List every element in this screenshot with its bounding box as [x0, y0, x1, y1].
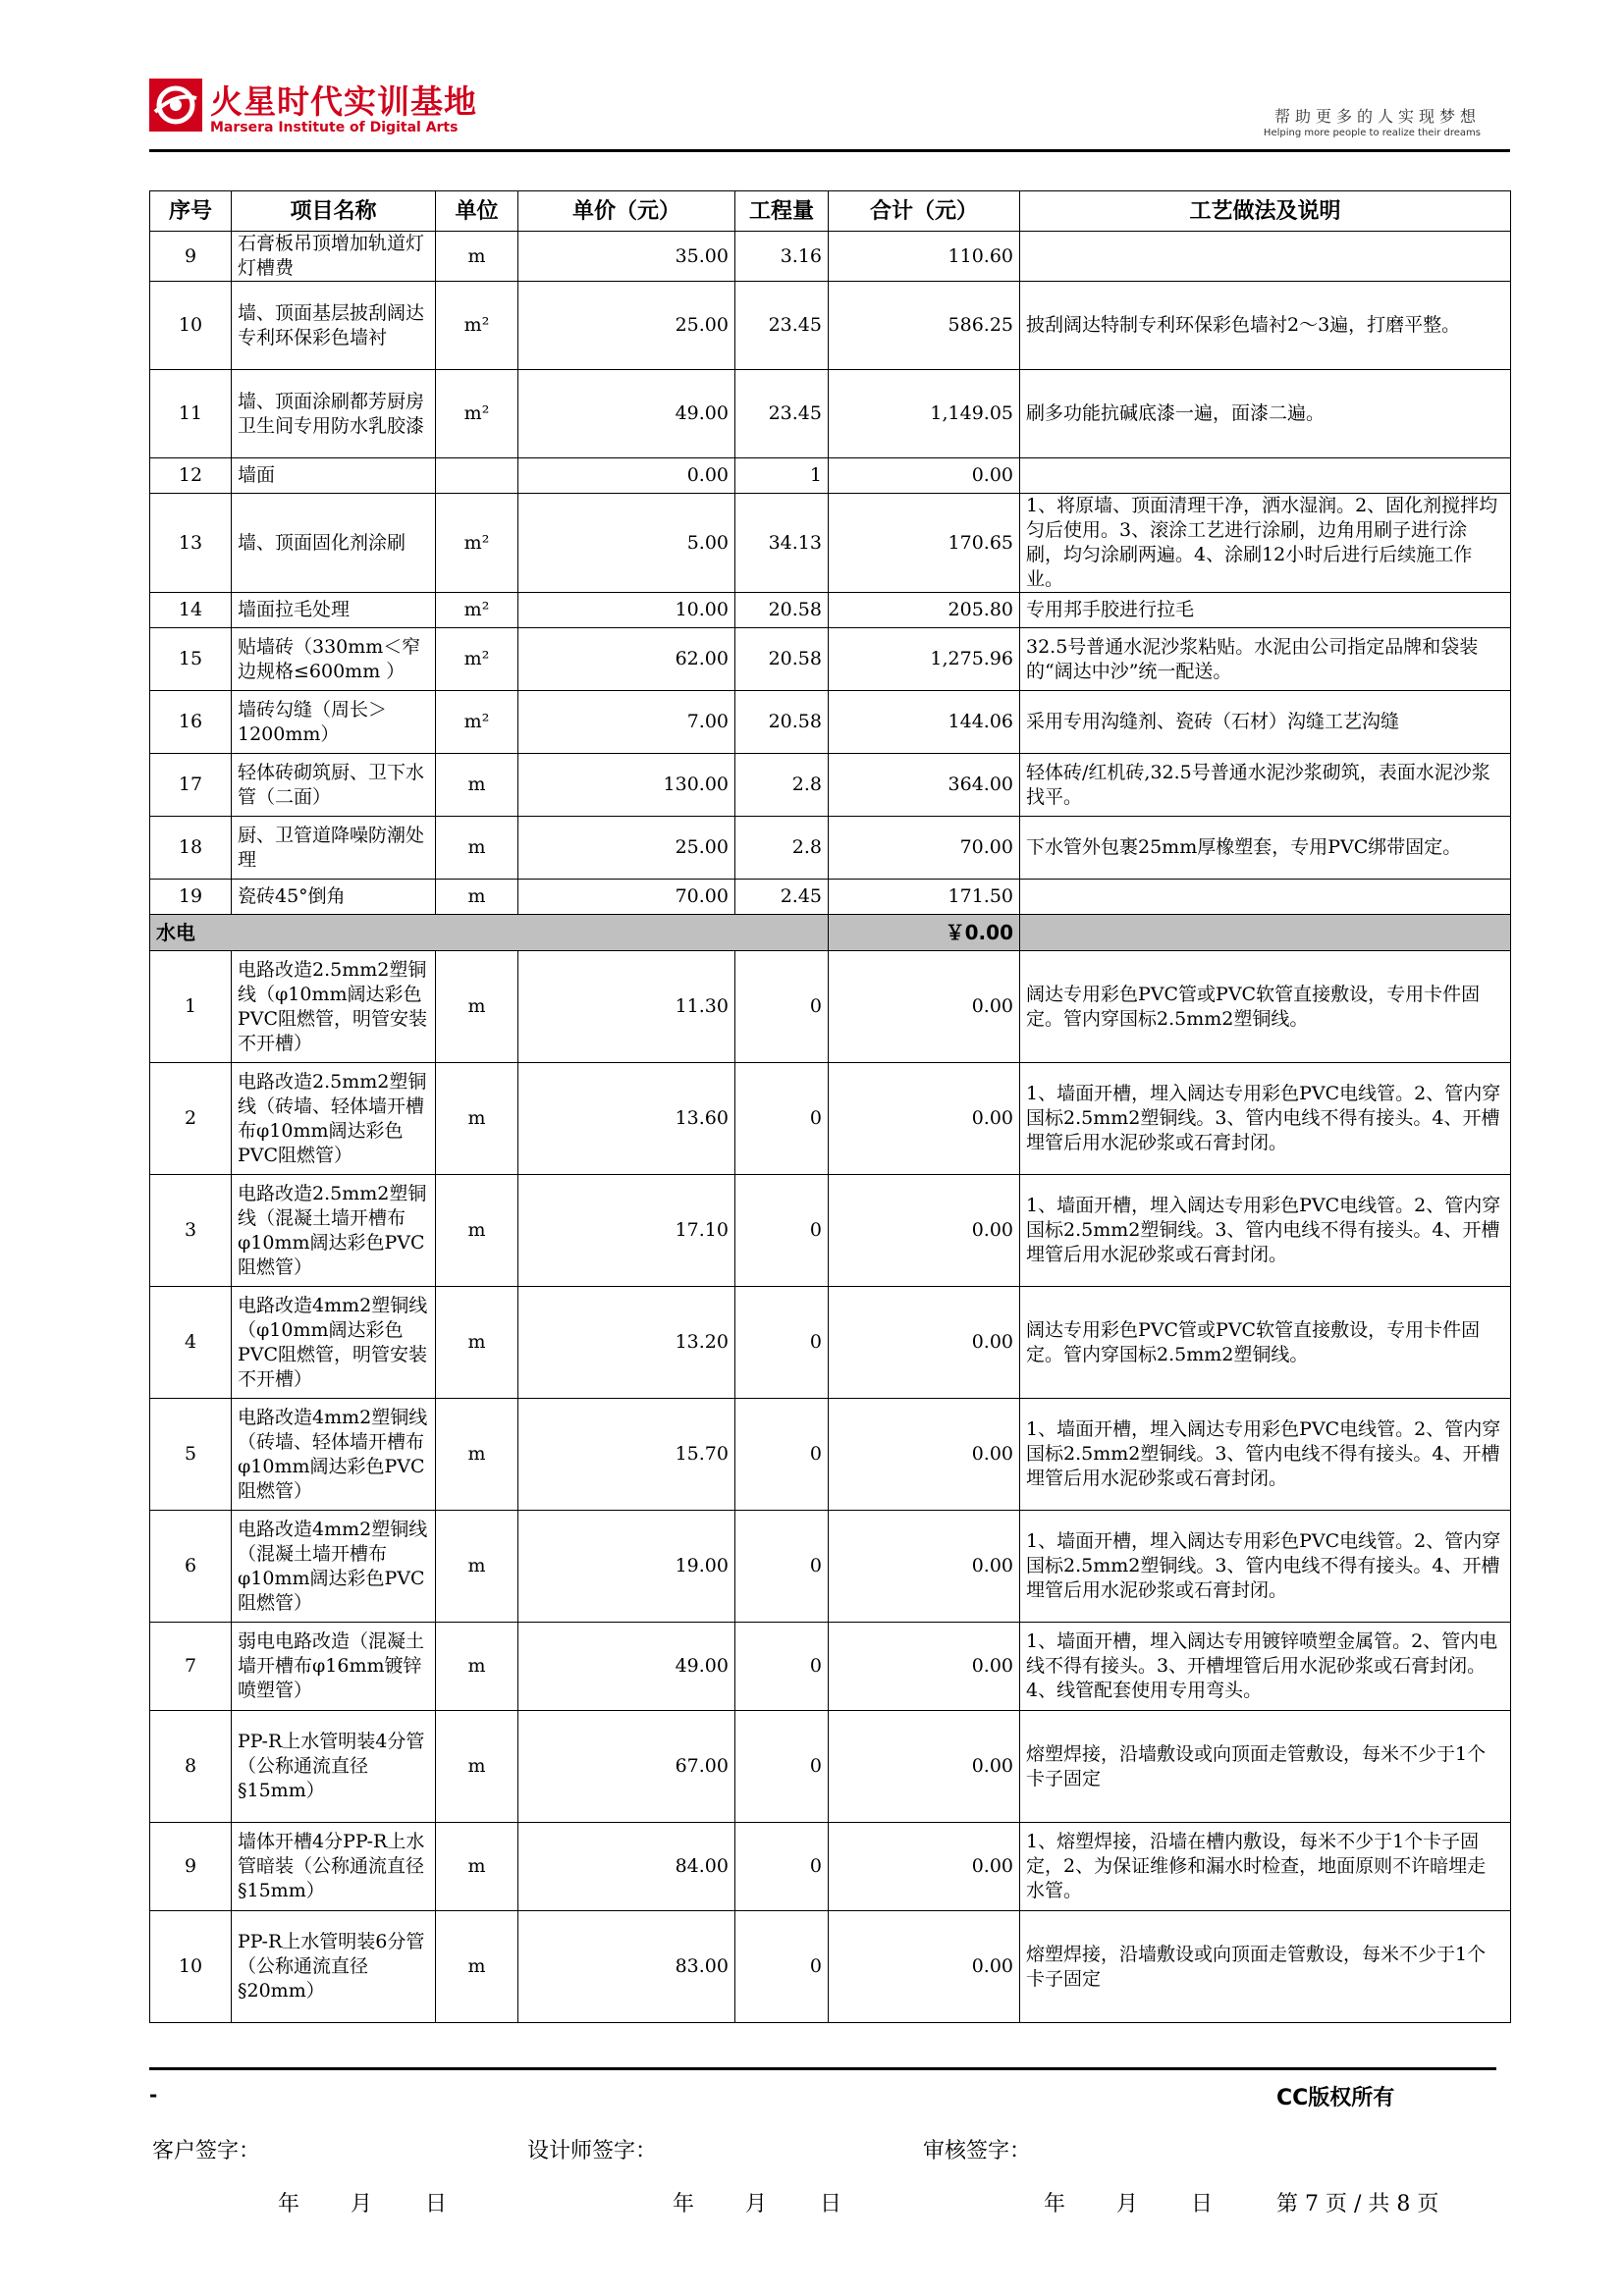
cell-item-name: PP-R上水管明装6分管（公称通流直径§20mm） [232, 1911, 436, 2023]
cell-unit: m² [436, 370, 518, 458]
cell-no: 11 [150, 370, 232, 458]
cell-unit: m [436, 1711, 518, 1823]
cell-no: 10 [150, 282, 232, 370]
col-header-no: 序号 [150, 191, 232, 232]
review-date-year: 年 [1044, 2192, 1066, 2216]
cell-total: 364.00 [829, 754, 1020, 817]
footer-divider [149, 2067, 1496, 2070]
cell-item-name: 贴墙砖（330mm＜窄边规格≤600mm ） [232, 628, 436, 691]
cell-unit: m² [436, 593, 518, 628]
logo-title-en: Marsera Institute of Digital Arts [210, 120, 459, 135]
cell-unit-price: 15.70 [518, 1399, 735, 1511]
cell-total: 0.00 [829, 1711, 1020, 1823]
cell-note: 1、将原墙、顶面清理干净，洒水湿润。2、固化剂搅拌均匀后使用。3、滚涂工艺进行涂刷，边角用刷子进行涂刷，均匀涂刷两遍。4、涂刷12小时后进行后续施工作业。 [1020, 494, 1511, 593]
cell-no: 1 [150, 951, 232, 1063]
cell-unit-price: 25.00 [518, 817, 735, 880]
cell-note: 刷多功能抗碱底漆一遍，面漆二遍。 [1020, 370, 1511, 458]
cell-unit: m [436, 1911, 518, 2023]
cell-unit-price: 70.00 [518, 880, 735, 915]
table-row [150, 1823, 1511, 1911]
table-row [150, 370, 1511, 458]
cell-item-name: 电路改造4mm2塑铜线（混凝土墙开槽布φ10mm阔达彩色PVC阻燃管） [232, 1511, 436, 1623]
footer-dash: - [149, 2083, 158, 2107]
cell-item-name: 瓷砖45°倒角 [232, 880, 436, 915]
table-row [150, 1063, 1511, 1175]
designer-signature-label: 设计师签字： [527, 2139, 658, 2163]
table-row [150, 1511, 1511, 1623]
cell-unit-price: 62.00 [518, 628, 735, 691]
cell-no: 9 [150, 1823, 232, 1911]
cell-total: 0.00 [829, 1287, 1020, 1399]
table-row [150, 593, 1511, 628]
cell-unit-price: 83.00 [518, 1911, 735, 2023]
cell-note: 披刮阔达特制专利环保彩色墙衬2～3遍，打磨平整。 [1020, 282, 1511, 370]
cell-unit-price: 84.00 [518, 1823, 735, 1911]
cell-total: 0.00 [829, 458, 1020, 494]
cell-no: 6 [150, 1511, 232, 1623]
marsera-logo-icon [149, 79, 202, 132]
cell-quantity: 2.45 [735, 880, 829, 915]
cell-quantity: 3.16 [735, 232, 829, 282]
cell-quantity: 0 [735, 1823, 829, 1911]
cell-note: 专用邦手胶进行拉毛 [1020, 593, 1511, 628]
cell-note: 32.5号普通水泥沙浆粘贴。水泥由公司指定品牌和袋装的“阔达中沙”统一配送。 [1020, 628, 1511, 691]
cell-item-name: 轻体砖砌筑厨、卫下水管（二面） [232, 754, 436, 817]
cell-unit-price: 49.00 [518, 1623, 735, 1711]
cell-quantity: 2.8 [735, 817, 829, 880]
cell-item-name: 墙面拉毛处理 [232, 593, 436, 628]
cell-unit-price: 130.00 [518, 754, 735, 817]
cell-quantity: 0 [735, 1711, 829, 1823]
table-row [150, 691, 1511, 754]
cell-note: 轻体砖/红机砖,32.5号普通水泥沙浆砌筑，表面水泥沙浆找平。 [1020, 754, 1511, 817]
cell-note: 1、墙面开槽，埋入阔达专用彩色PVC电线管。2、管内穿国标2.5mm2塑铜线。3、管内电线不得有接头。4、开槽埋管后用水泥砂浆或石膏封闭。 [1020, 1399, 1511, 1511]
table-row [150, 1711, 1511, 1823]
cell-note: 阔达专用彩色PVC管或PVC软管直接敷设，专用卡件固定。管内穿国标2.5mm2塑铜线。 [1020, 1287, 1511, 1399]
cell-unit-price: 10.00 [518, 593, 735, 628]
table-header [150, 191, 1511, 232]
table-row [150, 817, 1511, 880]
table-body-water-electric [150, 951, 1511, 2023]
cell-quantity: 0 [735, 1511, 829, 1623]
cell-quantity: 20.58 [735, 691, 829, 754]
cell-no: 19 [150, 880, 232, 915]
cell-unit: m [436, 1823, 518, 1911]
cell-total: 171.50 [829, 880, 1020, 915]
cell-note [1020, 880, 1511, 915]
cell-note [1020, 232, 1511, 282]
section-total: ￥0.00 [829, 915, 1020, 951]
cell-total: 0.00 [829, 1063, 1020, 1175]
cell-total: 1,275.96 [829, 628, 1020, 691]
col-header-price: 单价（元） [518, 191, 735, 232]
cell-no: 18 [150, 817, 232, 880]
cell-quantity: 0 [735, 1175, 829, 1287]
page-number: 第 7 页 / 共 8 页 [1276, 2192, 1439, 2216]
cell-quantity: 0 [735, 1623, 829, 1711]
customer-signature-label: 客户签字： [152, 2139, 261, 2163]
table-row [150, 494, 1511, 593]
cell-unit: m [436, 1063, 518, 1175]
section-row-water-electric [150, 915, 1511, 951]
customer-date-month: 月 [351, 2192, 373, 2216]
cell-unit [436, 458, 518, 494]
cell-unit-price: 7.00 [518, 691, 735, 754]
cell-item-name: 墙、顶面涂刷都芳厨房卫生间专用防水乳胶漆 [232, 370, 436, 458]
cell-no: 17 [150, 754, 232, 817]
cell-unit: m [436, 754, 518, 817]
table-row [150, 458, 1511, 494]
cell-no: 4 [150, 1287, 232, 1399]
cell-unit: m² [436, 628, 518, 691]
cell-total: 170.65 [829, 494, 1020, 593]
table-row [150, 282, 1511, 370]
cell-item-name: 石膏板吊顶增加轨道灯灯槽费 [232, 232, 436, 282]
cell-item-name: 弱电电路改造（混凝土墙开槽布φ16mm镀锌喷塑管） [232, 1623, 436, 1711]
cell-quantity: 23.45 [735, 370, 829, 458]
cell-unit: m [436, 1399, 518, 1511]
table-row [150, 1287, 1511, 1399]
cell-item-name: 电路改造2.5mm2塑铜线（砖墙、轻体墙开槽布φ10mm阔达彩色PVC阻燃管） [232, 1063, 436, 1175]
cell-no: 9 [150, 232, 232, 282]
cell-unit: m [436, 1623, 518, 1711]
cell-note: 1、墙面开槽，埋入阔达专用彩色PVC电线管。2、管内穿国标2.5mm2塑铜线。3、管内电线不得有接头。4、开槽埋管后用水泥砂浆或石膏封闭。 [1020, 1175, 1511, 1287]
cell-unit-price: 17.10 [518, 1175, 735, 1287]
cell-no: 8 [150, 1711, 232, 1823]
cell-total: 0.00 [829, 951, 1020, 1063]
logo-title-cn: 火星时代实训基地 [210, 82, 477, 121]
cell-item-name: 电路改造4mm2塑铜线（砖墙、轻体墙开槽布φ10mm阔达彩色PVC阻燃管） [232, 1399, 436, 1511]
copyright-text: CC版权所有 [1276, 2086, 1395, 2110]
cell-note: 下水管外包裹25mm厚橡塑套，专用PVC绑带固定。 [1020, 817, 1511, 880]
quotation-table [149, 190, 1511, 2023]
cell-total: 144.06 [829, 691, 1020, 754]
cell-unit-price: 67.00 [518, 1711, 735, 1823]
cell-item-name: 电路改造2.5mm2塑铜线（φ10mm阔达彩色PVC阻燃管，明管安装不开槽） [232, 951, 436, 1063]
cell-unit-price: 11.30 [518, 951, 735, 1063]
cell-no: 7 [150, 1623, 232, 1711]
cell-total: 0.00 [829, 1511, 1020, 1623]
table-row [150, 1399, 1511, 1511]
cell-item-name: 墙、顶面基层披刮阔达专利环保彩色墙衬 [232, 282, 436, 370]
designer-date-day: 日 [820, 2192, 842, 2216]
cell-total: 110.60 [829, 232, 1020, 282]
cell-no: 14 [150, 593, 232, 628]
table-row [150, 880, 1511, 915]
cell-total: 0.00 [829, 1399, 1020, 1511]
page-header [149, 77, 1510, 152]
cell-quantity: 0 [735, 951, 829, 1063]
cell-note: 1、墙面开槽，埋入阔达专用镀锌喷塑金属管。2、管内电线不得有接头。3、开槽埋管后用水泥砂浆或石膏封闭。4、线管配套使用专用弯头。 [1020, 1623, 1511, 1711]
table-row [150, 1911, 1511, 2023]
table-body-construction [150, 232, 1511, 915]
cell-unit: m [436, 1511, 518, 1623]
customer-date-day: 日 [425, 2192, 448, 2216]
cell-note: 熔塑焊接，沿墙敷设或向顶面走管敷设，每米不少于1个卡子固定 [1020, 1911, 1511, 2023]
cell-total: 70.00 [829, 817, 1020, 880]
cell-quantity: 1 [735, 458, 829, 494]
table-row [150, 951, 1511, 1063]
cell-unit: m² [436, 691, 518, 754]
cell-unit-price: 0.00 [518, 458, 735, 494]
cell-total: 0.00 [829, 1623, 1020, 1711]
customer-date-year: 年 [278, 2192, 300, 2216]
cell-note: 1、墙面开槽，埋入阔达专用彩色PVC电线管。2、管内穿国标2.5mm2塑铜线。3、管内电线不得有接头。4、开槽埋管后用水泥砂浆或石膏封闭。 [1020, 1511, 1511, 1623]
cell-note: 1、熔塑焊接，沿墙在槽内敷设，每米不少于1个卡子固定，2、为保证维修和漏水时检查，地面原则不许暗埋走水管。 [1020, 1823, 1511, 1911]
cell-item-name: 墙、顶面固化剂涂刷 [232, 494, 436, 593]
table-row [150, 232, 1511, 282]
cell-no: 5 [150, 1399, 232, 1511]
cell-total: 0.00 [829, 1175, 1020, 1287]
cell-quantity: 20.58 [735, 593, 829, 628]
cell-unit: m [436, 232, 518, 282]
cell-unit-price: 35.00 [518, 232, 735, 282]
review-signature-label: 审核签字： [923, 2139, 1032, 2163]
col-header-qty: 工程量 [735, 191, 829, 232]
cell-unit: m [436, 1287, 518, 1399]
cell-unit: m [436, 880, 518, 915]
cell-quantity: 23.45 [735, 282, 829, 370]
cell-unit: m [436, 1175, 518, 1287]
col-header-total: 合计（元） [829, 191, 1020, 232]
cell-no: 2 [150, 1063, 232, 1175]
cell-total: 205.80 [829, 593, 1020, 628]
cell-unit-price: 49.00 [518, 370, 735, 458]
cell-note: 采用专用沟缝剂、瓷砖（石材）沟缝工艺沟缝 [1020, 691, 1511, 754]
cell-unit: m [436, 951, 518, 1063]
cell-unit-price: 5.00 [518, 494, 735, 593]
cell-unit: m² [436, 282, 518, 370]
cell-total: 0.00 [829, 1911, 1020, 2023]
review-date-month: 月 [1116, 2192, 1139, 2216]
cell-quantity: 0 [735, 1911, 829, 2023]
cell-no: 15 [150, 628, 232, 691]
table-row [150, 1623, 1511, 1711]
cell-no: 10 [150, 1911, 232, 2023]
cell-quantity: 2.8 [735, 754, 829, 817]
designer-date-month: 月 [745, 2192, 768, 2216]
cell-item-name: 墙面 [232, 458, 436, 494]
section-note-cell [1020, 915, 1511, 951]
cell-total: 0.00 [829, 1823, 1020, 1911]
cell-unit-price: 19.00 [518, 1511, 735, 1623]
table-row [150, 628, 1511, 691]
cell-quantity: 0 [735, 1399, 829, 1511]
cell-item-name: 墙体开槽4分PP-R上水管暗装（公称通流直径§15mm） [232, 1823, 436, 1911]
cell-total: 586.25 [829, 282, 1020, 370]
col-header-name: 项目名称 [232, 191, 436, 232]
cell-unit-price: 13.20 [518, 1287, 735, 1399]
cell-item-name: 电路改造4mm2塑铜线（φ10mm阔达彩色PVC阻燃管，明管安装不开槽） [232, 1287, 436, 1399]
cell-unit: m² [436, 494, 518, 593]
slogan-en: Helping more people to realize their dreams [1263, 128, 1481, 138]
col-header-note: 工艺做法及说明 [1020, 191, 1511, 232]
col-header-unit: 单位 [436, 191, 518, 232]
cell-unit: m [436, 817, 518, 880]
cell-no: 13 [150, 494, 232, 593]
cell-quantity: 20.58 [735, 628, 829, 691]
cell-total: 1,149.05 [829, 370, 1020, 458]
designer-date-year: 年 [673, 2192, 695, 2216]
cell-note: 阔达专用彩色PVC管或PVC软管直接敷设，专用卡件固定。管内穿国标2.5mm2塑铜线。 [1020, 951, 1511, 1063]
cell-quantity: 0 [735, 1063, 829, 1175]
cell-note [1020, 458, 1511, 494]
cell-no: 3 [150, 1175, 232, 1287]
table-row [150, 1175, 1511, 1287]
cell-item-name: 电路改造2.5mm2塑铜线（混凝土墙开槽布φ10mm阔达彩色PVC阻燃管） [232, 1175, 436, 1287]
slogan-cn: 帮助更多的人实现梦想 [1273, 107, 1481, 126]
table-row [150, 754, 1511, 817]
cell-no: 12 [150, 458, 232, 494]
cell-note: 1、墙面开槽，埋入阔达专用彩色PVC电线管。2、管内穿国标2.5mm2塑铜线。3、管内电线不得有接头。4、开槽埋管后用水泥砂浆或石膏封闭。 [1020, 1063, 1511, 1175]
cell-quantity: 0 [735, 1287, 829, 1399]
cell-item-name: 墙砖勾缝（周长＞1200mm） [232, 691, 436, 754]
section-label: 水电 [150, 915, 829, 951]
cell-item-name: 厨、卫管道降噪防潮处理 [232, 817, 436, 880]
cell-quantity: 34.13 [735, 494, 829, 593]
cell-no: 16 [150, 691, 232, 754]
cell-item-name: PP-R上水管明装4分管（公称通流直径§15mm） [232, 1711, 436, 1823]
cell-unit-price: 13.60 [518, 1063, 735, 1175]
review-date-day: 日 [1191, 2192, 1214, 2216]
table-section [150, 915, 1511, 951]
cell-note: 熔塑焊接，沿墙敷设或向顶面走管敷设，每米不少于1个卡子固定 [1020, 1711, 1511, 1823]
cell-unit-price: 25.00 [518, 282, 735, 370]
